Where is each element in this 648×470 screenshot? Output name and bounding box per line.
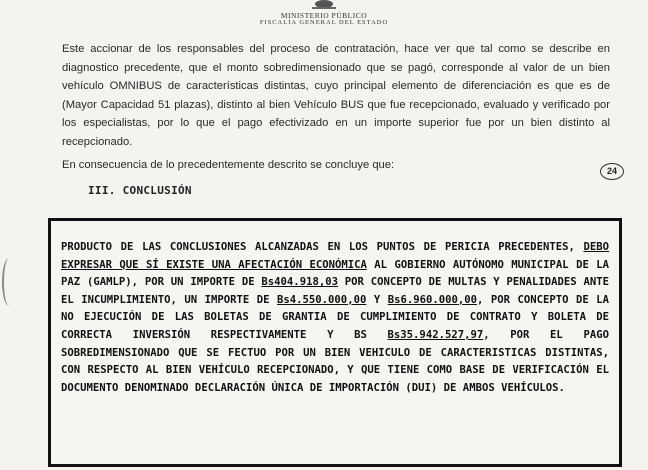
conclusion-text-part: POR CONCEPTO DE MULTAS Y PENALIDADES ANTE EL INCUMPLIMIENTO, UN IMPORTE DE — [61, 276, 609, 306]
section-title: III. CONCLUSIÓN — [88, 184, 192, 197]
underlined-statement: DEBO EXPRESAR QUE SÍ EXISTE UNA AFECTACIÓN ECONÓMICA — [61, 241, 609, 271]
conclusion-intro: En consecuencia de lo precedentemente descrito se concluye que: — [62, 159, 395, 171]
conclusion-text-part: Y — [366, 293, 388, 306]
page-number: 24 — [600, 163, 624, 180]
conclusion-text-part: , POR EL PAGO SOBREDIMENSIONADO QUE SE FECTUO POR UN BIEN VEHICULO DE CARACTERISTICAS DISTINTAS, CON RESPECTO AL BIEN VEHÍCULO RECEPCIONADO, Y QUE TIENE COMO BASE DE VERIFICACIÓN EL DOCUMENTO DENOMINADO DECLARACIÓN ÚNICA DE IMPORTACIÓN (DUI) DE AMBOS VEHÍCULOS. — [61, 328, 609, 394]
conclusion-text-part: PRODUCTO DE LAS CONCLUSIONES ALCANZADAS EN LOS PUNTOS DE PERICIA PRECEDENTES, — [61, 241, 584, 253]
coat-of-arms-icon — [304, 0, 344, 10]
amount-guarantee-1: Bs4.550.000,00 — [277, 293, 367, 306]
conclusion-text-part: , POR CONCEPTO DE LA NO EJECUCIÓN DE LAS BOLETAS DE GRANTIA DE CUMPLIMIENTO DE CONTRATO Y BOLETA DE CORRECTA INVERSIÓN RESPECTIVAMENTE Y BS — [61, 293, 609, 341]
amount-guarantee-2: Bs6.960.000,00 — [387, 293, 477, 306]
conclusion-text — [61, 239, 609, 397]
header-institution: MINISTERIO PÚBLICO — [280, 11, 368, 20]
body-paragraph: Este accionar de los responsables del proceso de contratación, hace ver que tal como se describe en diagnostico precedente, que el monto sobredimensionado que se pagó, corresponde al valor de un bien vehículo OMNIBUS de características distintas, cuyo principal elemento de diferenciación es que es de (Mayor Capacidad 51 plazas), distinto al bien Vehículo BUS que fue recepcionado, evaluado y verificado por los especialistas, por lo que el pago efectivizado en un importe superior fue por un bien distinto al recepcionado. — [62, 43, 610, 148]
conclusion-box — [48, 218, 622, 467]
margin-stamp — [2, 258, 16, 306]
amount-overpayment: Bs35.942.527,97 — [387, 328, 484, 341]
header-office: FISCALÍA GENERAL DEL ESTADO — [259, 19, 389, 26]
amount-penalties: Bs404.918,03 — [261, 276, 338, 289]
conclusion-text-part: AL GOBIERNO AUTÓNOMO MUNICIPAL DE LA PAZ (GAMLP), POR UN IMPORTE DE — [61, 258, 609, 289]
